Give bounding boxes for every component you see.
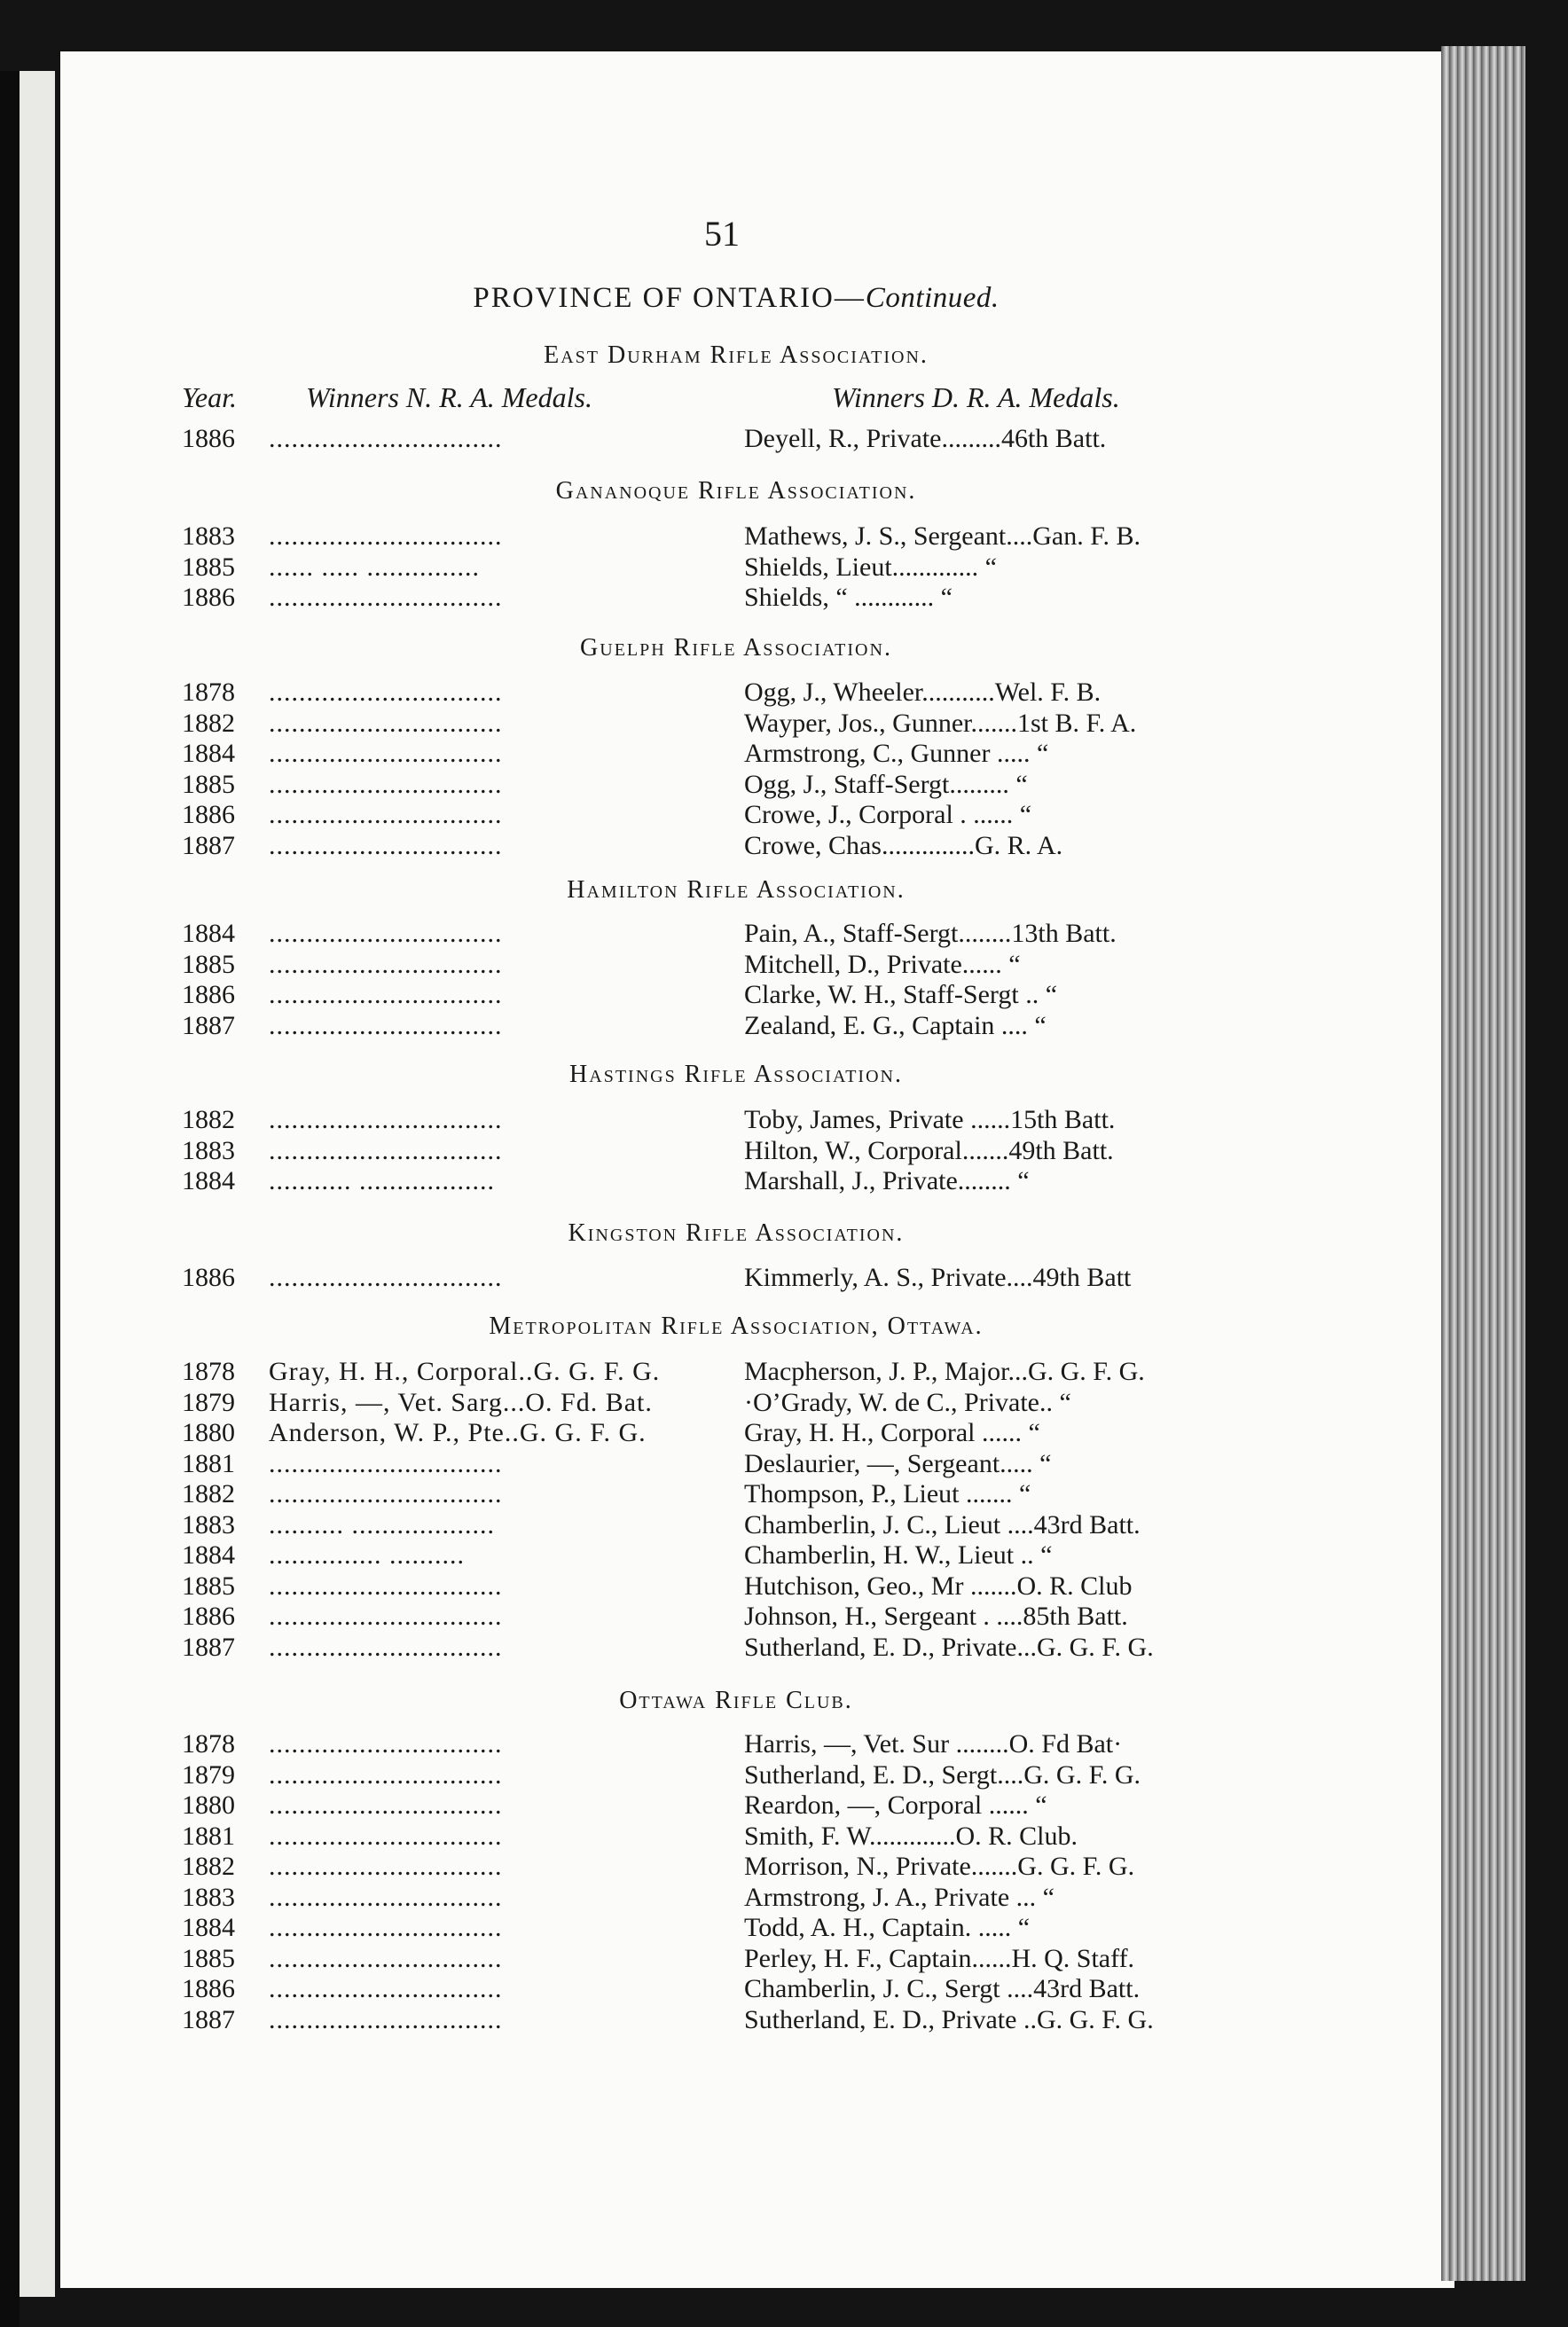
table-row: [182, 1974, 1282, 2004]
nra-winner-cell: Harris, —, Vet. Sarg...O. Fd. Bat.: [269, 1387, 653, 1417]
table-row: [182, 739, 1282, 769]
table-row: [182, 1822, 1282, 1852]
dra-winner-cell: Sutherland, E. D., Private ..G. G. F. G.: [744, 2004, 1154, 2034]
nra-winner-cell: ...............................: [269, 1913, 503, 1942]
province-continued: Continued.: [865, 282, 1000, 314]
nra-winner-cell: ...............................: [269, 1821, 503, 1851]
table-row: [182, 1357, 1282, 1387]
province-heading: [0, 282, 1472, 315]
table-row: [182, 1602, 1282, 1632]
table-row: [182, 1166, 1282, 1196]
table-row: [182, 1418, 1282, 1448]
left-binding-shadow: [0, 71, 20, 2327]
nra-winner-cell: ...... ..... ...............: [269, 552, 480, 582]
year-cell: 1885: [182, 1943, 235, 1973]
nra-winner-cell: ...............................: [269, 1943, 503, 1973]
nra-winner-cell: ............... ..........: [269, 1540, 465, 1570]
dra-winner-cell: Perley, H. F., Captain......H. Q. Staff.: [744, 1943, 1135, 1973]
year-cell: 1879: [182, 1387, 235, 1417]
facing-page-edge: [20, 71, 55, 2297]
year-cell: 1886: [182, 800, 235, 829]
dra-winner-cell: Harris, —, Vet. Sur ........O. Fd Bat·: [744, 1729, 1123, 1759]
section-title: Guelph Rifle Association.: [580, 634, 892, 662]
year-cell: 1882: [182, 1479, 235, 1508]
dra-winner-cell: Chamberlin, H. W., Lieut .. “: [744, 1540, 1053, 1570]
dra-winner-cell: Sutherland, E. D., Sergt....G. G. F. G.: [744, 1759, 1141, 1790]
table-row: [182, 1011, 1282, 1041]
dra-winner-cell: Johnson, H., Sergeant . ....85th Batt.: [744, 1602, 1128, 1631]
year-cell: 1884: [182, 1166, 235, 1195]
year-cell: 1882: [182, 1105, 235, 1134]
table-row: [182, 1790, 1282, 1821]
dra-winner-cell: Ogg, J., Staff-Sergt......... “: [744, 769, 1028, 799]
year-cell: 1881: [182, 1821, 235, 1851]
dra-winner-cell: Hilton, W., Corporal.......49th Batt.: [744, 1135, 1114, 1165]
dra-winner-cell: Chamberlin, J. C., Sergt ....43rd Batt.: [744, 1974, 1141, 2003]
year-cell: 1886: [182, 980, 235, 1009]
year-cell: 1883: [182, 521, 235, 551]
section-title: Hastings Rifle Association.: [569, 1061, 903, 1088]
table-row: [182, 1510, 1282, 1540]
nra-winner-cell: ...............................: [269, 1729, 503, 1759]
year-cell: 1887: [182, 1010, 235, 1040]
nra-winner-cell: ...............................: [269, 1135, 503, 1165]
nra-winner-cell: ...............................: [269, 949, 503, 979]
year-cell: 1880: [182, 1418, 235, 1447]
year-cell: 1887: [182, 830, 235, 860]
table-row: [182, 831, 1282, 861]
nra-winner-cell: ...............................: [269, 1571, 503, 1601]
dra-winner-cell: Morrison, N., Private.......G. G. F. G.: [744, 1852, 1135, 1881]
nra-winner-cell: ...............................: [269, 980, 503, 1009]
nra-winner-cell: ...............................: [269, 800, 503, 829]
dra-winner-cell: Todd, A. H., Captain. ..... “: [744, 1913, 1031, 1942]
dra-winner-cell: Shields, “ ............ “: [744, 583, 953, 612]
table-row: [182, 1852, 1282, 1882]
column-header-nra: Winners N. R. A. Medals.: [306, 381, 592, 413]
dra-winner-cell: Ogg, J., Wheeler...........Wel. F. B.: [744, 678, 1102, 707]
nra-winner-cell: ...............................: [269, 678, 503, 707]
dra-winner-cell: Marshall, J., Private........ “: [744, 1166, 1030, 1195]
table-row: [182, 1571, 1282, 1602]
dra-winner-cell: Deyell, R., Private.........46th Batt.: [744, 424, 1107, 453]
nra-winner-cell: ...............................: [269, 1882, 503, 1912]
table-row: [182, 521, 1282, 552]
year-cell: 1887: [182, 1632, 235, 1662]
section-title: Gananoque Rifle Association.: [555, 477, 917, 505]
nra-winner-cell: Gray, H. H., Corporal..G. G. F. G.: [269, 1357, 661, 1386]
nra-winner-cell: ...............................: [269, 1448, 503, 1478]
dra-winner-cell: Smith, F. W.............O. R. Club.: [744, 1821, 1078, 1851]
column-header-dra: Winners D. R. A. Medals.: [832, 381, 1120, 413]
year-cell: 1886: [182, 1974, 235, 2003]
section-title: Ottawa Rifle Club.: [619, 1687, 853, 1714]
dra-winner-cell: Zealand, E. G., Captain .... “: [744, 1010, 1047, 1040]
dra-winner-cell: Pain, A., Staff-Sergt........13th Batt.: [744, 919, 1117, 948]
dra-winner-cell: Mathews, J. S., Sergeant....Gan. F. B.: [744, 521, 1141, 551]
year-cell: 1878: [182, 1357, 235, 1386]
table-row: [182, 770, 1282, 800]
table-row: [182, 980, 1282, 1010]
nra-winner-cell: ...............................: [269, 739, 503, 768]
nra-winner-cell: ...............................: [269, 1010, 503, 1040]
nra-winner-cell: ...............................: [269, 424, 503, 453]
dra-winner-cell: Clarke, W. H., Staff-Sergt .. “: [744, 980, 1058, 1009]
table-row: [182, 583, 1282, 613]
table-row: [182, 800, 1282, 830]
nra-winner-cell: .......... ...................: [269, 1509, 495, 1540]
column-header-year: Year.: [182, 381, 237, 413]
dra-winner-cell: Armstrong, C., Gunner ..... “: [744, 739, 1049, 768]
nra-winner-cell: ...............................: [269, 1759, 503, 1790]
nra-winner-cell: Anderson, W. P., Pte..G. G. F. G.: [269, 1418, 647, 1447]
year-cell: 1883: [182, 1135, 235, 1165]
table-row: [182, 1105, 1282, 1135]
table-row: [182, 1388, 1282, 1418]
year-cell: 1884: [182, 739, 235, 768]
year-cell: 1882: [182, 708, 235, 738]
nra-winner-cell: ...............................: [269, 521, 503, 551]
page-number: 51: [704, 214, 740, 254]
table-row: [182, 1913, 1282, 1943]
table-row: [182, 678, 1282, 708]
table-row: [182, 552, 1282, 583]
dra-winner-cell: Chamberlin, J. C., Lieut ....43rd Batt.: [744, 1509, 1141, 1540]
nra-winner-cell: ...............................: [269, 919, 503, 948]
year-cell: 1885: [182, 1571, 235, 1601]
nra-winner-cell: ...............................: [269, 1602, 503, 1631]
nra-winner-cell: ...............................: [269, 830, 503, 860]
table-row: [182, 709, 1282, 739]
year-cell: 1878: [182, 678, 235, 707]
table-row: [182, 1944, 1282, 1974]
dra-winner-cell: Shields, Lieut............. “: [744, 552, 997, 582]
nra-winner-cell: ...............................: [269, 1852, 503, 1881]
dra-winner-cell: Gray, H. H., Corporal ...... “: [744, 1418, 1040, 1447]
dra-winner-cell: Hutchison, Geo., Mr .......O. R. Club: [744, 1571, 1133, 1601]
section-title: Metropolitan Rifle Association, Ottawa.: [489, 1312, 984, 1340]
page-stack-edge: [1441, 46, 1525, 2281]
dra-winner-cell: ·O’Grady, W. de C., Private.. “: [744, 1387, 1071, 1417]
table-row: [182, 1633, 1282, 1663]
year-cell: 1884: [182, 1540, 235, 1570]
dra-winner-cell: Reardon, —, Corporal ...... “: [744, 1790, 1047, 1820]
year-cell: 1883: [182, 1882, 235, 1912]
table-row: [182, 1479, 1282, 1509]
nra-winner-cell: ...............................: [269, 708, 503, 738]
table-row: [182, 1263, 1282, 1293]
table-row: [182, 950, 1282, 980]
section-title: East Durham Rifle Association.: [544, 341, 929, 369]
year-cell: 1882: [182, 1852, 235, 1881]
section-title: Kingston Rifle Association.: [568, 1219, 905, 1247]
year-cell: 1880: [182, 1790, 235, 1820]
nra-winner-cell: ........... ..................: [269, 1166, 495, 1195]
year-cell: 1879: [182, 1759, 235, 1790]
year-cell: 1885: [182, 949, 235, 979]
nra-winner-cell: ...............................: [269, 583, 503, 612]
year-cell: 1884: [182, 919, 235, 948]
dra-winner-cell: Wayper, Jos., Gunner.......1st B. F. A.: [744, 708, 1137, 738]
dra-winner-cell: Crowe, Chas..............G. R. A.: [744, 830, 1063, 860]
nra-winner-cell: ...............................: [269, 1632, 503, 1662]
nra-winner-cell: ...............................: [269, 1105, 503, 1134]
table-row: [182, 424, 1282, 454]
dra-winner-cell: Macpherson, J. P., Major...G. G. F. G.: [744, 1357, 1145, 1386]
nra-winner-cell: ...............................: [269, 769, 503, 799]
dra-winner-cell: Crowe, J., Corporal . ...... “: [744, 800, 1032, 829]
nra-winner-cell: ...............................: [269, 1263, 503, 1292]
table-row: [182, 1136, 1282, 1166]
nra-winner-cell: ...............................: [269, 1974, 503, 2003]
year-cell: 1886: [182, 424, 235, 453]
dra-winner-cell: Armstrong, J. A., Private ... “: [744, 1882, 1054, 1912]
table-row: [182, 1540, 1282, 1571]
nra-winner-cell: ...............................: [269, 1479, 503, 1508]
year-cell: 1885: [182, 552, 235, 582]
nra-winner-cell: ...............................: [269, 2004, 503, 2034]
dra-winner-cell: Sutherland, E. D., Private...G. G. F. G.: [744, 1632, 1154, 1662]
dra-winner-cell: Mitchell, D., Private...... “: [744, 949, 1021, 979]
table-row: [182, 1729, 1282, 1759]
year-cell: 1886: [182, 1602, 235, 1631]
dra-winner-cell: Toby, James, Private ......15th Batt.: [744, 1105, 1116, 1134]
year-cell: 1881: [182, 1448, 235, 1478]
year-cell: 1878: [182, 1729, 235, 1759]
table-row: [182, 1760, 1282, 1790]
year-cell: 1884: [182, 1913, 235, 1942]
section-title: Hamilton Rifle Association.: [567, 876, 906, 904]
province-title: PROVINCE OF ONTARIO—: [473, 282, 866, 314]
dra-winner-cell: Thompson, P., Lieut ....... “: [744, 1479, 1031, 1508]
table-row: [182, 1449, 1282, 1479]
year-cell: 1887: [182, 2004, 235, 2034]
year-cell: 1886: [182, 1263, 235, 1292]
table-row: [182, 919, 1282, 949]
year-cell: 1883: [182, 1509, 235, 1540]
year-cell: 1886: [182, 583, 235, 612]
table-row: [182, 1883, 1282, 1913]
nra-winner-cell: ...............................: [269, 1790, 503, 1820]
year-cell: 1885: [182, 769, 235, 799]
dra-winner-cell: Kimmerly, A. S., Private....49th Batt: [744, 1263, 1132, 1292]
dra-winner-cell: Deslaurier, —, Sergeant..... “: [744, 1448, 1052, 1478]
table-row: [182, 2005, 1282, 2035]
